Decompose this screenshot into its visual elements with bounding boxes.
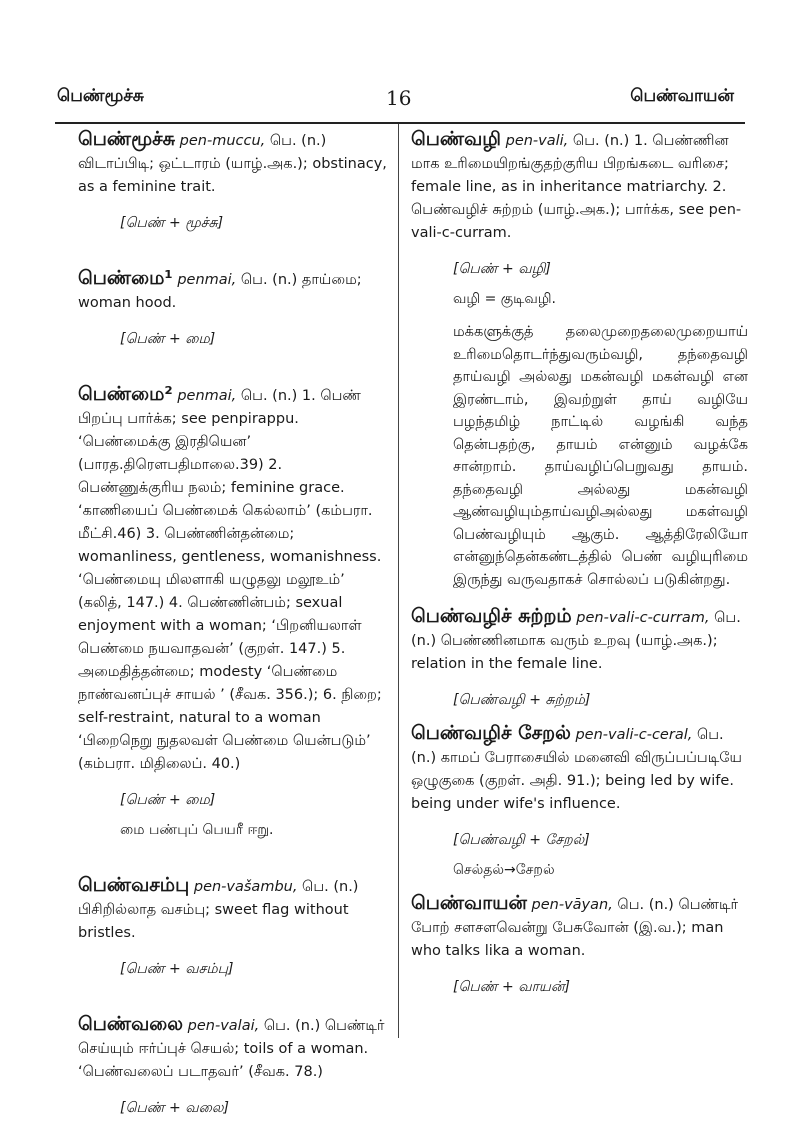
transliteration: pen-valai,: [187, 1018, 260, 1034]
definition: பெ. (n.) பெண்டிர் செய்யும் ஈர்ப்புச் செயல்; toils of a woman. ‘பெண்வலைப் படாதவர்’ (சீவக. 78.): [78, 1018, 385, 1080]
etymology: [பெண் + வாயன்]: [453, 979, 570, 995]
headword: பெண்வசம்பு: [78, 874, 190, 896]
etymology: [பெண் + வழி]: [453, 261, 551, 277]
transliteration: penmai,: [177, 388, 237, 404]
note: வழி = குடிவழி.: [453, 291, 556, 307]
headword: பெண்வழிச் சுற்றம்: [411, 605, 572, 627]
headword: பெண்மை¹: [78, 267, 173, 289]
dictionary-entry: [411, 605, 748, 676]
right-column: [411, 128, 748, 1009]
note: மை பண்புப் பெயரீ ஈறு.: [120, 822, 274, 838]
note: செல்தல்→சேறல்: [453, 862, 555, 878]
column-divider: [398, 124, 399, 1038]
definition: பெ. (n.) 1. பெண் பிறப்பு பார்க்க; see penpirappu. ‘பெண்மைக்கு இரதியென’ (பாரத.திரௌபதிமாலை.39) 2. பெண்ணுக்குரிய நலம்; feminine grace. ‘காணியைப் பெண்மைக் கெல்லாம்’ (கம்பரா. மீட்சி.46) 3. பெண்ணின்தன்மை; womanliness, gentleness, womanishness. ‘பெண்மையு மிலளாகி யழுதலு மலூஉம்’ (கலித், 147.) 4. பெண்ணின்பம்; sexual enjoyment with a woman; ‘பிறனியலாள் பெண்மை நயவாதவன்’ (குறள். 147.) 5. அமைதித்தன்மை; modesty ‘பெண்மை நாண்வனப்புச் சாயல் ’ (சீவக. 356.); 6. நிறை; self-restraint, natural to a woman ‘பிறைநெறு நுதலவள் பெண்மை யென்படும்’ (கம்பரா. மிதிலைப். 40.): [78, 388, 382, 772]
transliteration: penmai,: [177, 272, 237, 288]
dictionary-entry: [78, 383, 390, 776]
headword: பெண்மை²: [78, 383, 173, 405]
transliteration: pen-vāyan,: [531, 897, 613, 913]
headword: பெண்வழிச் சேறல்: [411, 722, 571, 744]
header-rule: [55, 122, 745, 124]
definition: பெ. (n.) பெண்ணினமாக வரும் உறவு (யாழ்.அக.); relation in the female line.: [411, 610, 741, 672]
page-number: 16: [386, 86, 412, 110]
page-header: [0, 86, 800, 122]
dictionary-entry: [411, 128, 748, 245]
etymology: [பெண் + வலை]: [120, 1100, 229, 1116]
definition: பெ. (n.) தாய்மை; woman hood.: [78, 272, 362, 311]
etymology: [பெண் + மை]: [120, 331, 216, 347]
definition: பெ. (n.) விடாப்பிடி; ஒட்டாரம் (யாழ்.அக.); obstinacy, as a feminine trait.: [78, 133, 387, 195]
etymology: [பெண்வழி + சேறல்]: [453, 832, 590, 848]
transliteration: pen-vali,: [505, 133, 569, 149]
transliteration: pen-vašambu,: [193, 879, 298, 895]
etymology: [பெண் + மூச்சு]: [120, 215, 224, 231]
transliteration: pen-vali-c-curram,: [576, 610, 710, 626]
dictionary-entry: [78, 1013, 390, 1084]
headword: பெண்வலை: [78, 1013, 184, 1035]
definition: பெ. (n.) பிசிறில்லாத வசம்பு; sweet flag without bristles.: [78, 879, 359, 941]
definition: பெ. (n.) காமப் பேராசையில் மனைவி விருப்பப்படியே ஒழுகுகை (குறள். அதி. 91.); being led by wife. being under wife's influence.: [411, 727, 742, 812]
running-head-right: பெண்வாயன்: [630, 86, 734, 106]
etymology: [பெண் + மை]: [120, 792, 216, 808]
transliteration: pen-vali-c-ceral,: [575, 727, 693, 743]
dictionary-entry: [411, 722, 748, 816]
etymology: [பெண் + வசம்பு]: [120, 961, 234, 977]
dictionary-entry: [78, 128, 390, 199]
headword: பெண்மூச்சு: [78, 128, 176, 150]
headword: பெண்வழி: [411, 128, 501, 150]
commentary-paragraph: மக்களுக்குத் தலைமுறைதலைமுறையாய் உரிமைதொடர்ந்துவரும்வழி, தந்தைவழி தாய்வழி அல்லது மகன்வழி மகள்வழி என இரண்டாம், இவற்றுள் தாய் வழியே பழந்தமிழ் நாட்டில் வழங்கி வந்த தென்பதற்கு, தாயம் என்னும் வழக்கே சான்றாம். தாய்வழிப்பெறுவது தாயம். தந்தைவழி அல்லது மகன்வழி ஆண்வழியும்தாய்வழிஅல்லது மகள்வழி பெண்வழியும் ஆகும். ஆத்திரேலியோ என்னுந்தென்கண்டத்தில் பெண் வழியுரிமை இருந்து வருவதாகச் சொல்லப் படுகின்றது.: [453, 324, 748, 588]
definition: பெ. (n.) 1. பெண்ணின மாக உரிமையிறங்குதற்குரிய பிறங்கடை வரிசை; female line, as in inheritance matriarchy. 2. பெண்வழிச் சுற்றம் (யாழ்.அக.); பார்க்க, see pen-vali-c-curram.: [411, 133, 742, 241]
dictionary-entry: [78, 874, 390, 945]
dictionary-entry: [78, 267, 390, 315]
etymology: [பெண்வழி + சுற்றம்]: [453, 692, 591, 708]
definition: பெ. (n.) பெண்டிர் போற் சளசளவென்று பேசுவோன் (இ.வ.); man who talks lika a woman.: [411, 897, 739, 959]
running-head-left: பெண்மூச்சு: [57, 86, 144, 106]
dictionary-entry: [411, 892, 748, 963]
headword: பெண்வாயன்: [411, 892, 527, 914]
transliteration: pen-muccu,: [179, 133, 266, 149]
left-column: [78, 128, 390, 1130]
